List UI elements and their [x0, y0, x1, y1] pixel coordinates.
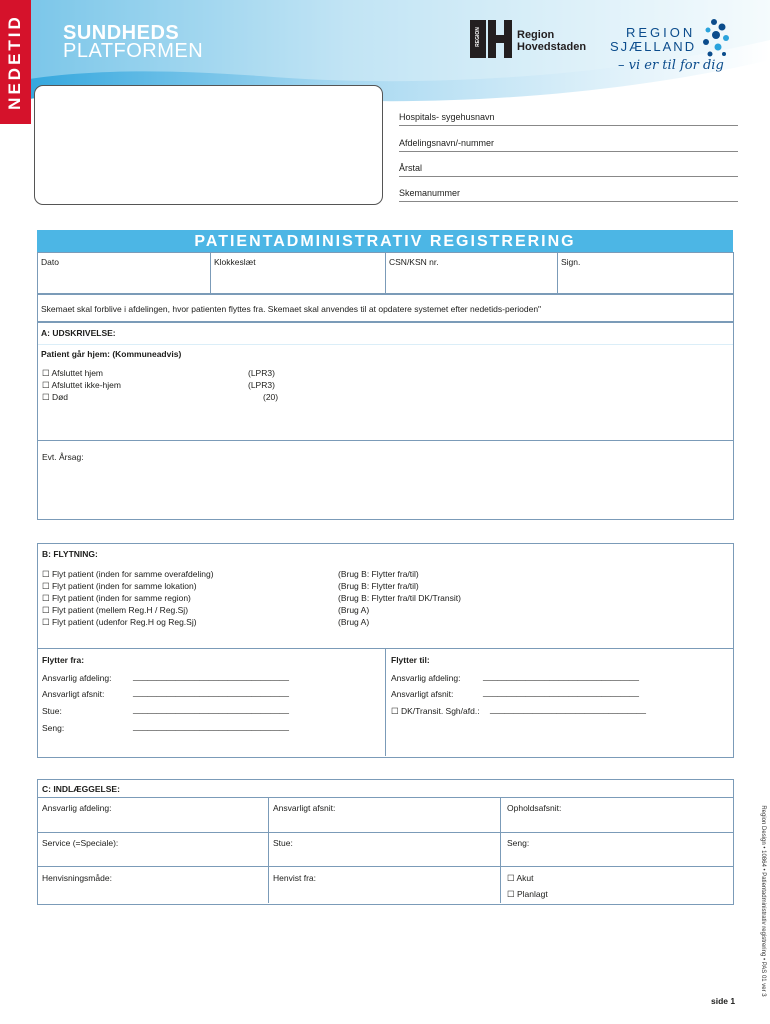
- from-dept-label: Ansvarlig afdeling:: [42, 673, 112, 683]
- region-sjaelland-dots-icon: [700, 18, 732, 62]
- side-note: Region Design • 10864 • Patientadministrativ registrering • PAS 01 ver 3: [760, 805, 766, 997]
- option-code: (LPR3): [248, 368, 275, 378]
- move-note: (Brug B: Flytter fra/til DK/Transit): [338, 593, 461, 603]
- to-section-label: Ansvarligt afsnit:: [391, 689, 454, 699]
- form-number-field[interactable]: Skemanummer: [399, 188, 738, 202]
- hospital-name-field[interactable]: Hospitals- sygehusnavn: [399, 112, 738, 126]
- service-field[interactable]: Service (=Speciale):: [42, 838, 119, 848]
- from-room-label: Stue:: [42, 706, 62, 716]
- page-number: side 1: [711, 996, 736, 1006]
- move-note: (Brug B: Flytter fra/til): [338, 581, 419, 591]
- move-option-2[interactable]: ☐ Flyt patient (inden for samme lokation): [42, 581, 197, 591]
- to-dept-line[interactable]: _________________________________: [483, 671, 640, 681]
- brand-line1: SUNDHEDS: [63, 22, 180, 44]
- section-c-heading: C: INDLÆGGELSE:: [42, 784, 120, 794]
- section-b-heading: B: FLYTNING:: [42, 549, 98, 559]
- move-option-4[interactable]: ☐ Flyt patient (mellem Reg.H / Reg.Sj): [42, 605, 189, 615]
- from-bed-label: Seng:: [42, 723, 65, 733]
- hospital-label-box[interactable]: [34, 85, 383, 205]
- admit-section-field[interactable]: Ansvarligt afsnit:: [273, 803, 336, 813]
- transit-checkbox[interactable]: ☐ DK/Transit. Sgh/afd.:: [391, 706, 480, 716]
- date-field[interactable]: Dato: [41, 257, 59, 267]
- transit-line[interactable]: _________________________________: [490, 704, 647, 714]
- option-afsluttet-hjem[interactable]: ☐ Afsluttet hjem: [42, 368, 104, 378]
- year-field[interactable]: Årstal: [399, 163, 738, 177]
- from-dept-line[interactable]: _________________________________: [133, 671, 290, 681]
- reason-field[interactable]: Evt. Årsag:: [42, 452, 84, 462]
- region-sjaelland-tagline: – vi er til for dig: [618, 58, 724, 73]
- planned-checkbox[interactable]: ☐ Planlagt: [507, 889, 548, 899]
- move-to-heading: Flytter til:: [391, 655, 430, 665]
- brand-line2: PLATFORMEN: [63, 40, 204, 62]
- section-a-heading: A: UDSKRIVELSE:: [41, 328, 116, 338]
- from-room-line[interactable]: _________________________________: [133, 704, 290, 714]
- to-section-line[interactable]: _________________________________: [483, 687, 640, 697]
- region-sjaelland-label1: REGION: [626, 25, 696, 40]
- csn-field[interactable]: CSN/KSN nr.: [389, 257, 439, 267]
- room-field[interactable]: Stue:: [273, 838, 293, 848]
- from-section-line[interactable]: _________________________________: [133, 687, 290, 697]
- time-field[interactable]: Klokkeslæt: [214, 257, 256, 267]
- region-hovedstaden-label1: Region: [517, 29, 555, 41]
- from-bed-line[interactable]: _________________________________: [133, 721, 290, 731]
- form-title: PATIENTADMINISTRATIV REGISTRERING: [37, 230, 733, 252]
- move-note: (Brug A): [338, 605, 370, 615]
- admit-dept-field[interactable]: Ansvarlig afdeling:: [42, 803, 112, 813]
- notice-text: Skemaet skal forblive i afdelingen, hvor patienten flyttes fra. Skemaet skal anvendes til at opdatere systemet efter nedetids-perioden": [41, 304, 542, 314]
- option-doed[interactable]: ☐ Død: [42, 392, 69, 402]
- region-hovedstaden-label2: Hovedstaden: [517, 41, 587, 53]
- stay-section-field[interactable]: Opholdsafsnit:: [507, 803, 562, 813]
- move-option-5[interactable]: ☐ Flyt patient (udenfor Reg.H og Reg.Sj): [42, 617, 197, 627]
- downtime-stamp: NEDETID: [0, 0, 31, 124]
- option-code: (20): [263, 392, 279, 402]
- move-note: (Brug A): [338, 617, 370, 627]
- move-from-heading: Flytter fra:: [42, 655, 85, 665]
- to-dept-label: Ansvarlig afdeling:: [391, 673, 461, 683]
- side-note-holder: [760, 798, 766, 1008]
- move-option-1[interactable]: ☐ Flyt patient (inden for samme overafdeling): [42, 569, 214, 579]
- option-afsluttet-ikke-hjem[interactable]: ☐ Afsluttet ikke-hjem: [42, 380, 121, 390]
- move-option-3[interactable]: ☐ Flyt patient (inden for samme region): [42, 593, 191, 603]
- section-a-subheading: Patient går hjem: (Kommuneadvis): [41, 349, 182, 359]
- acute-checkbox[interactable]: ☐ Akut: [507, 873, 534, 883]
- option-code: (LPR3): [248, 380, 275, 390]
- region-hovedstaden-logo-box: REGION: [470, 20, 486, 58]
- move-note: (Brug B: Flytter fra/til): [338, 569, 419, 579]
- region-hovedstaden-h-icon: [486, 20, 514, 58]
- bed-field[interactable]: Seng:: [507, 838, 530, 848]
- sign-field[interactable]: Sign.: [561, 257, 581, 267]
- referral-method-field[interactable]: Henvisningsmåde:: [42, 873, 112, 883]
- referred-from-field[interactable]: Henvist fra:: [273, 873, 316, 883]
- department-field[interactable]: Afdelingsnavn/-nummer: [399, 138, 738, 152]
- from-section-label: Ansvarligt afsnit:: [42, 689, 105, 699]
- region-sjaelland-label2: SJÆLLAND: [610, 39, 697, 54]
